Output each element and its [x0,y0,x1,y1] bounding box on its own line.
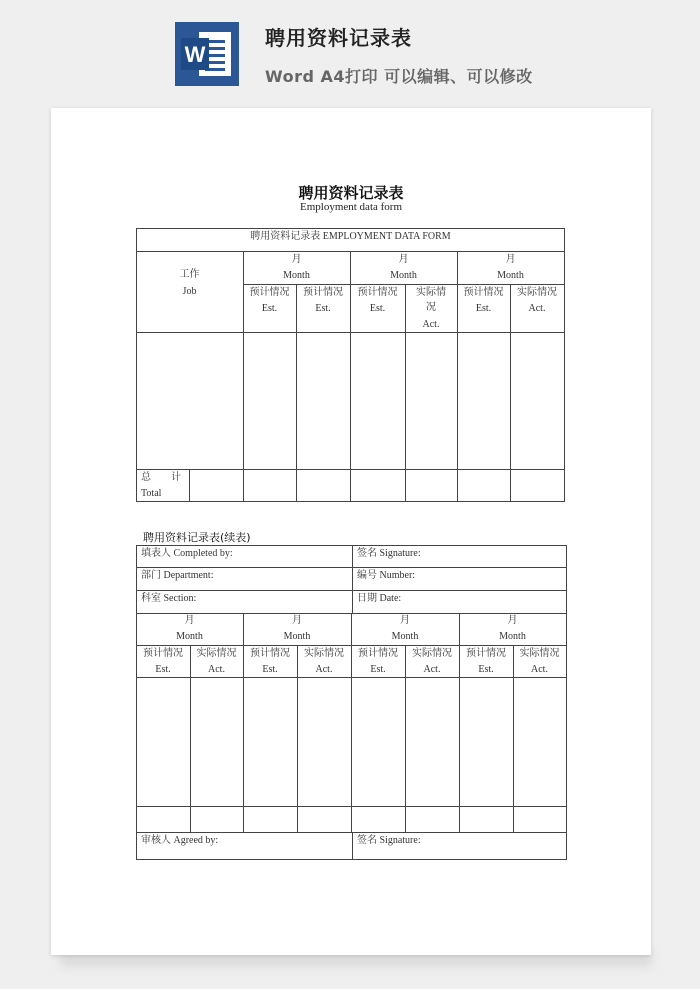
job-label-en: Job [182,286,197,297]
table-caption: 聘用资料记录表 EMPLOYMENT DATA FORM [250,231,451,242]
act-label-cn: 实际情况 [304,648,344,659]
section-title: 聘用资料记录表(续表) [143,531,251,544]
word-document-icon [175,22,239,86]
month-label-en: Month [391,631,419,642]
act-label-en: Act. [208,664,225,675]
header [0,0,700,105]
month-label-cn: 月 [505,254,516,265]
agreed-by-label: 审核人 Agreed by: [141,835,219,846]
est-label-cn: 预计情况 [463,287,504,298]
header-title: 聘用资料记录表 [265,26,412,50]
act-label-cn: 实际情况 [412,648,452,659]
est-label-en: Est. [155,664,171,675]
total-label-en: Total [141,488,162,499]
month-label-en: Month [390,270,417,281]
est-label-en: Est. [262,664,278,675]
est-label-cn: 预计情况 [357,287,398,298]
est-label-cn: 预计情况 [303,287,343,298]
est-label-en: Est. [370,664,386,675]
month-label-cn: 月 [507,615,518,626]
act-label-en: Act. [315,664,333,675]
act-label-en: Act. [422,319,440,330]
est-label-en: Est. [369,303,386,314]
est-label-en: Est. [475,303,492,314]
number-label: 编号 Number: [357,570,416,581]
est-label-cn: 预计情况 [358,648,398,659]
est-label-en: Est. [315,303,331,314]
month-label-en: Month [497,270,524,281]
month-label-en: Month [283,270,310,281]
header-subtitle: Word A4打印 可以编辑、可以修改 [265,67,533,86]
signature-label: 签名 Signature: [357,548,421,559]
est-label-cn: 预计情况 [143,648,183,659]
month-label-cn: 月 [292,615,302,626]
document-page [51,108,651,955]
signature-label: 签名 Signature: [357,835,421,846]
month-label-en: Month [499,631,526,642]
document-title: 聘用资料记录表 [298,184,404,202]
month-label-cn: 月 [184,615,195,626]
act-label-cn: 实际情况 [196,648,237,659]
est-label-en: Est. [261,303,278,314]
act-label-en: Act. [531,664,548,675]
month-label-cn: 月 [291,254,302,265]
total-label-cn: 总 计 [141,472,181,483]
section-label: 科室 Section: [141,593,197,604]
completed-by-label: 填表人 Completed by: [141,548,233,559]
act-label-cn: 实际情况 [519,648,560,659]
est-label-cn: 预计情况 [250,648,290,659]
est-label-cn: 预计情况 [249,287,290,298]
date-label: 日期 Date: [357,593,402,604]
word-icon-letter: W [184,42,206,67]
act-label-en: Act. [423,664,441,675]
act-label-cn-line2: 况 [426,302,436,313]
est-label-en: Est. [478,664,494,675]
job-label-cn: 工作 [179,269,200,280]
est-label-cn: 预计情况 [466,648,506,659]
month-label-cn: 月 [398,254,409,265]
month-label-en: Month [283,631,311,642]
act-label-cn: 实际情况 [517,287,557,298]
department-label: 部门 Department: [141,570,214,581]
act-label-en: Act. [528,303,546,314]
month-label-cn: 月 [400,615,410,626]
month-label-en: Month [176,631,203,642]
document-subtitle: Employment data form [299,201,403,213]
act-label-cn-line1: 实际情 [416,287,446,298]
